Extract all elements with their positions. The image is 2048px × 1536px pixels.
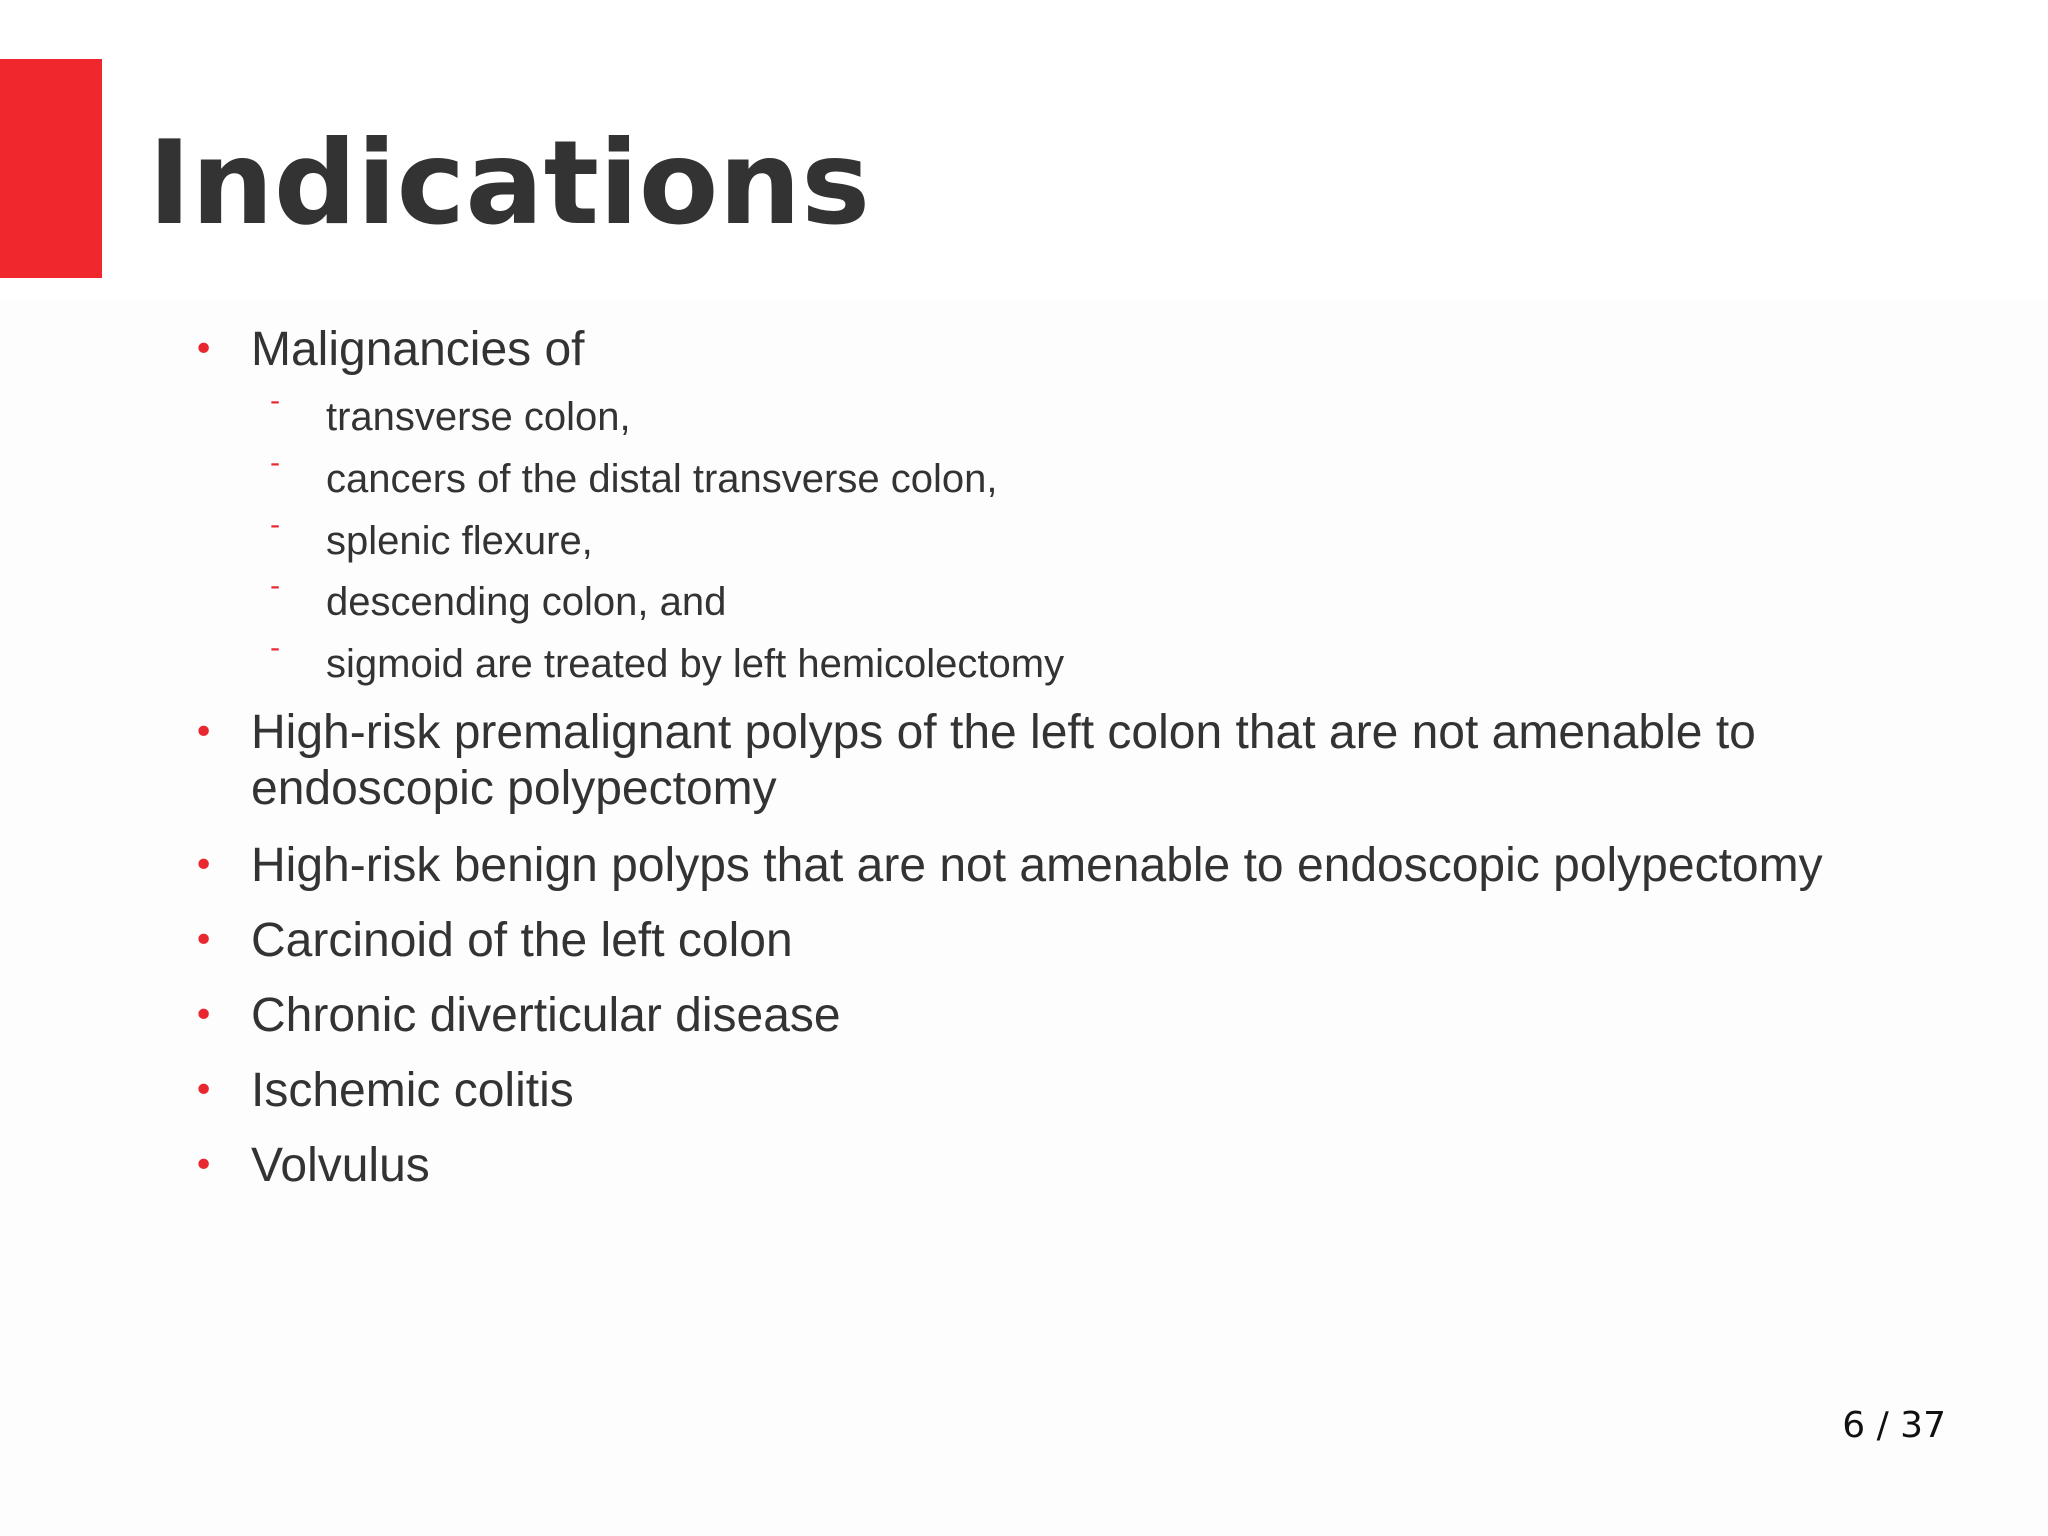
- dash-icon: -: [270, 631, 281, 664]
- list-item-text: splenic flexure,: [326, 519, 593, 563]
- bullet-dot-icon: •: [193, 712, 215, 753]
- dash-icon: -: [270, 569, 281, 602]
- bullet-dot-icon: •: [193, 1070, 215, 1111]
- bullet-dot-icon: •: [193, 329, 215, 370]
- list-item-text: Volvulus: [251, 1139, 430, 1192]
- bullet-dot-icon: •: [193, 845, 215, 886]
- list-item-text: transverse colon,: [326, 395, 631, 439]
- list-item-text: Malignancies of: [251, 323, 585, 376]
- list-item-text: Carcinoid of the left colon: [251, 914, 793, 967]
- list-item-text: Chronic diverticular disease: [251, 989, 841, 1042]
- bullet-dot-icon: •: [193, 920, 215, 961]
- list-item-text: Ischemic colitis: [251, 1064, 574, 1117]
- dash-icon: -: [270, 508, 281, 541]
- list-item-text: High-risk premalignant polyps of the left colon that are not amenable to: [251, 706, 1756, 759]
- list-item-text: sigmoid are treated by left hemicolectomy: [326, 642, 1065, 686]
- slide-title: Indications: [148, 116, 871, 251]
- list-item-text-continued: endoscopic polypectomy: [251, 762, 777, 815]
- page-number: 6 / 37: [1842, 1405, 1946, 1446]
- bullet-dot-icon: •: [193, 1145, 215, 1186]
- list-item-text: High-risk benign polyps that are not amenable to endoscopic polypectomy: [251, 839, 1823, 892]
- list-item-text: descending colon, and: [326, 580, 727, 624]
- dash-icon: -: [270, 384, 281, 417]
- list-item-text: cancers of the distal transverse colon,: [326, 457, 998, 501]
- bullet-dot-icon: •: [193, 995, 215, 1036]
- dash-icon: -: [270, 446, 281, 479]
